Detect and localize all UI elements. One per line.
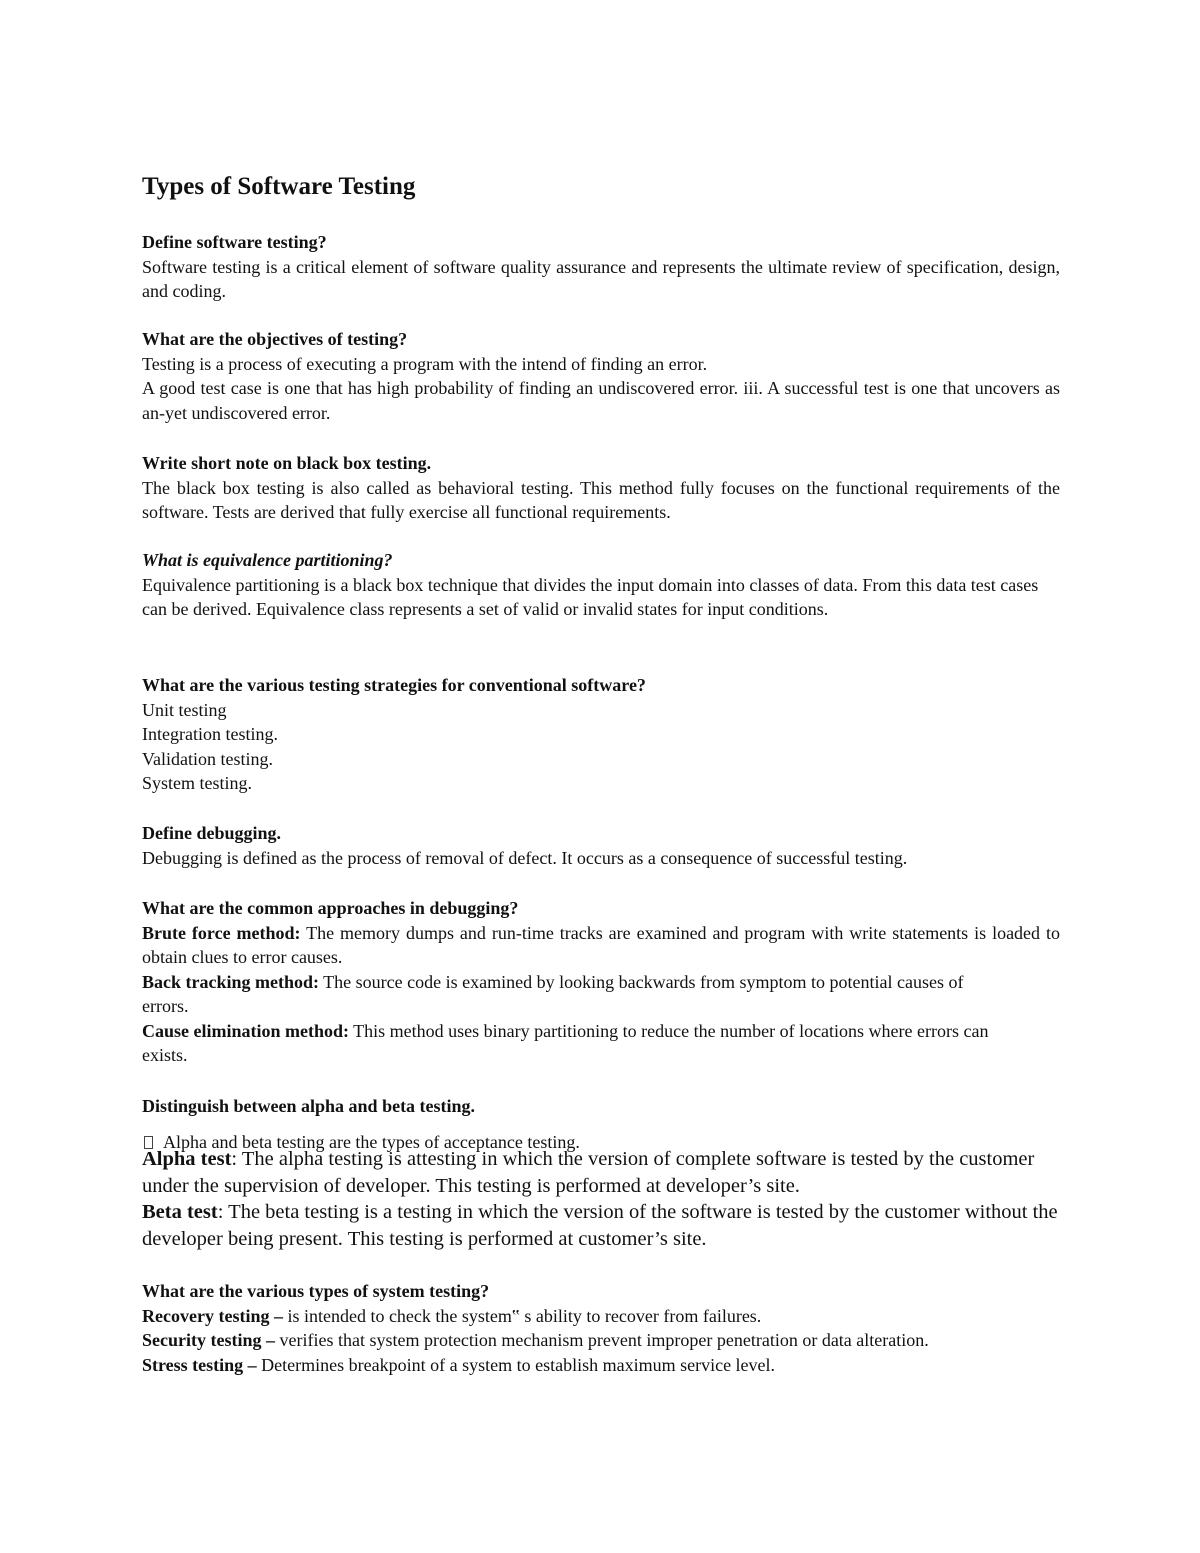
stress-testing [142,1353,1060,1378]
testing-type-text: is intended to check the system‟ s ability to recover from failures. [282,1305,762,1326]
approach-label: Cause elimination method: [142,1020,349,1041]
answer-text: The black box testing is also called as behavioral testing. This method fully focuses on the functional requirements of the software. Tests are derived that fully exercise all functional requirements. [142,477,1060,522]
section-debugging-approaches [142,896,1060,1068]
answer-text: Equivalence partitioning is a black box technique that divides the input domain into classes of data. From this data test cases can be derived. Equivalence class represents a set of valid or invalid states for input conditions. [142,574,1039,619]
approach-brute-force [142,921,1060,970]
testing-type-label: Stress testing – [142,1354,257,1375]
alpha-test-label: Alpha test [142,1148,232,1170]
question-heading: What are the objectives of testing? [142,329,408,349]
approach-text: This method uses binary partitioning to reduce the number of locations where errors can exists. [142,1020,989,1065]
approach-text: The memory dumps and run-time tracks are examined and program with write statements is loaded to obtain clues to error causes. [142,922,1060,967]
section-black-box-testing [142,451,1060,525]
question-heading: What are the common approaches in debugging? [142,898,519,918]
recovery-testing [142,1304,1060,1329]
testing-type-label: Recovery testing – [142,1305,283,1326]
question-heading: Define software testing? [142,232,327,252]
answer-line: Testing is a process of executing a program with the intend of finding an error. [142,353,708,374]
approach-label: Brute force method: [142,922,301,943]
testing-type-label: Security testing – [142,1330,275,1350]
list-item: Integration testing. [142,724,278,744]
section-objectives-of-testing [142,327,1060,425]
question-heading: Distinguish between alpha and beta testing. [142,1096,476,1116]
beta-test-text: : The beta testing is a testing in which the version of the software is tested by the customer without the developer being present. This testing is performed at customer’s site. [142,1201,1058,1250]
answer-text: Software testing is a critical element of software quality assurance and represents the ultimate review of specification, design, and coding. [142,256,1060,301]
question-heading: What are the various types of system testing? [142,1281,490,1301]
section-equivalence-partitioning [142,548,1060,622]
section-system-testing-types [142,1279,1060,1377]
question-heading: What is equivalence partitioning? [142,550,393,570]
question-heading: What are the various testing strategies for conventional software? [142,675,646,695]
answer-text: Debugging is defined as the process of removal of defect. It occurs as a consequence of successful testing. [142,847,908,868]
beta-test-definition [142,1199,1060,1252]
alpha-test-text: : The alpha testing is attesting in which the version of complete software is tested by the customer under the supervision of developer. This testing is performed at developer’s site. [142,1148,1035,1197]
section-define-debugging [142,821,1060,870]
answer-line: A good test case is one that has high probability of finding an undiscovered error. iii. A successful test is one that uncovers as an-yet undiscovered error. [142,378,1060,423]
approach-label: Back tracking method: [142,971,319,992]
testing-type-text: verifies that system protection mechanism prevent improper penetration or data alteration. [274,1330,929,1350]
document-title: Types of Software Testing [142,173,416,200]
approach-cause-elimination [142,1019,1022,1068]
testing-type-text: Determines breakpoint of a system to establish maximum service level. [256,1354,776,1375]
section-testing-strategies [142,673,1060,796]
alpha-beta-definitions [142,1146,1060,1252]
list-item: Validation testing. [142,748,273,769]
beta-test-label: Beta test [142,1201,218,1223]
section-alpha-beta-testing [142,1094,1060,1119]
approach-text: The source code is examined by looking backwards from symptom to potential causes of errors. [142,971,964,1016]
alpha-test-definition [142,1146,1060,1199]
question-heading: Define debugging. [142,823,282,843]
bullet-text: Alpha and beta testing are the types of acceptance testing. [163,1132,580,1152]
list-item: System testing. [142,773,253,793]
section-define-software-testing [142,230,1060,304]
security-testing [142,1328,1012,1353]
question-heading: Write short note on black box testing. [142,453,432,473]
list-item: Unit testing [142,699,227,720]
approach-back-tracking [142,970,992,1019]
